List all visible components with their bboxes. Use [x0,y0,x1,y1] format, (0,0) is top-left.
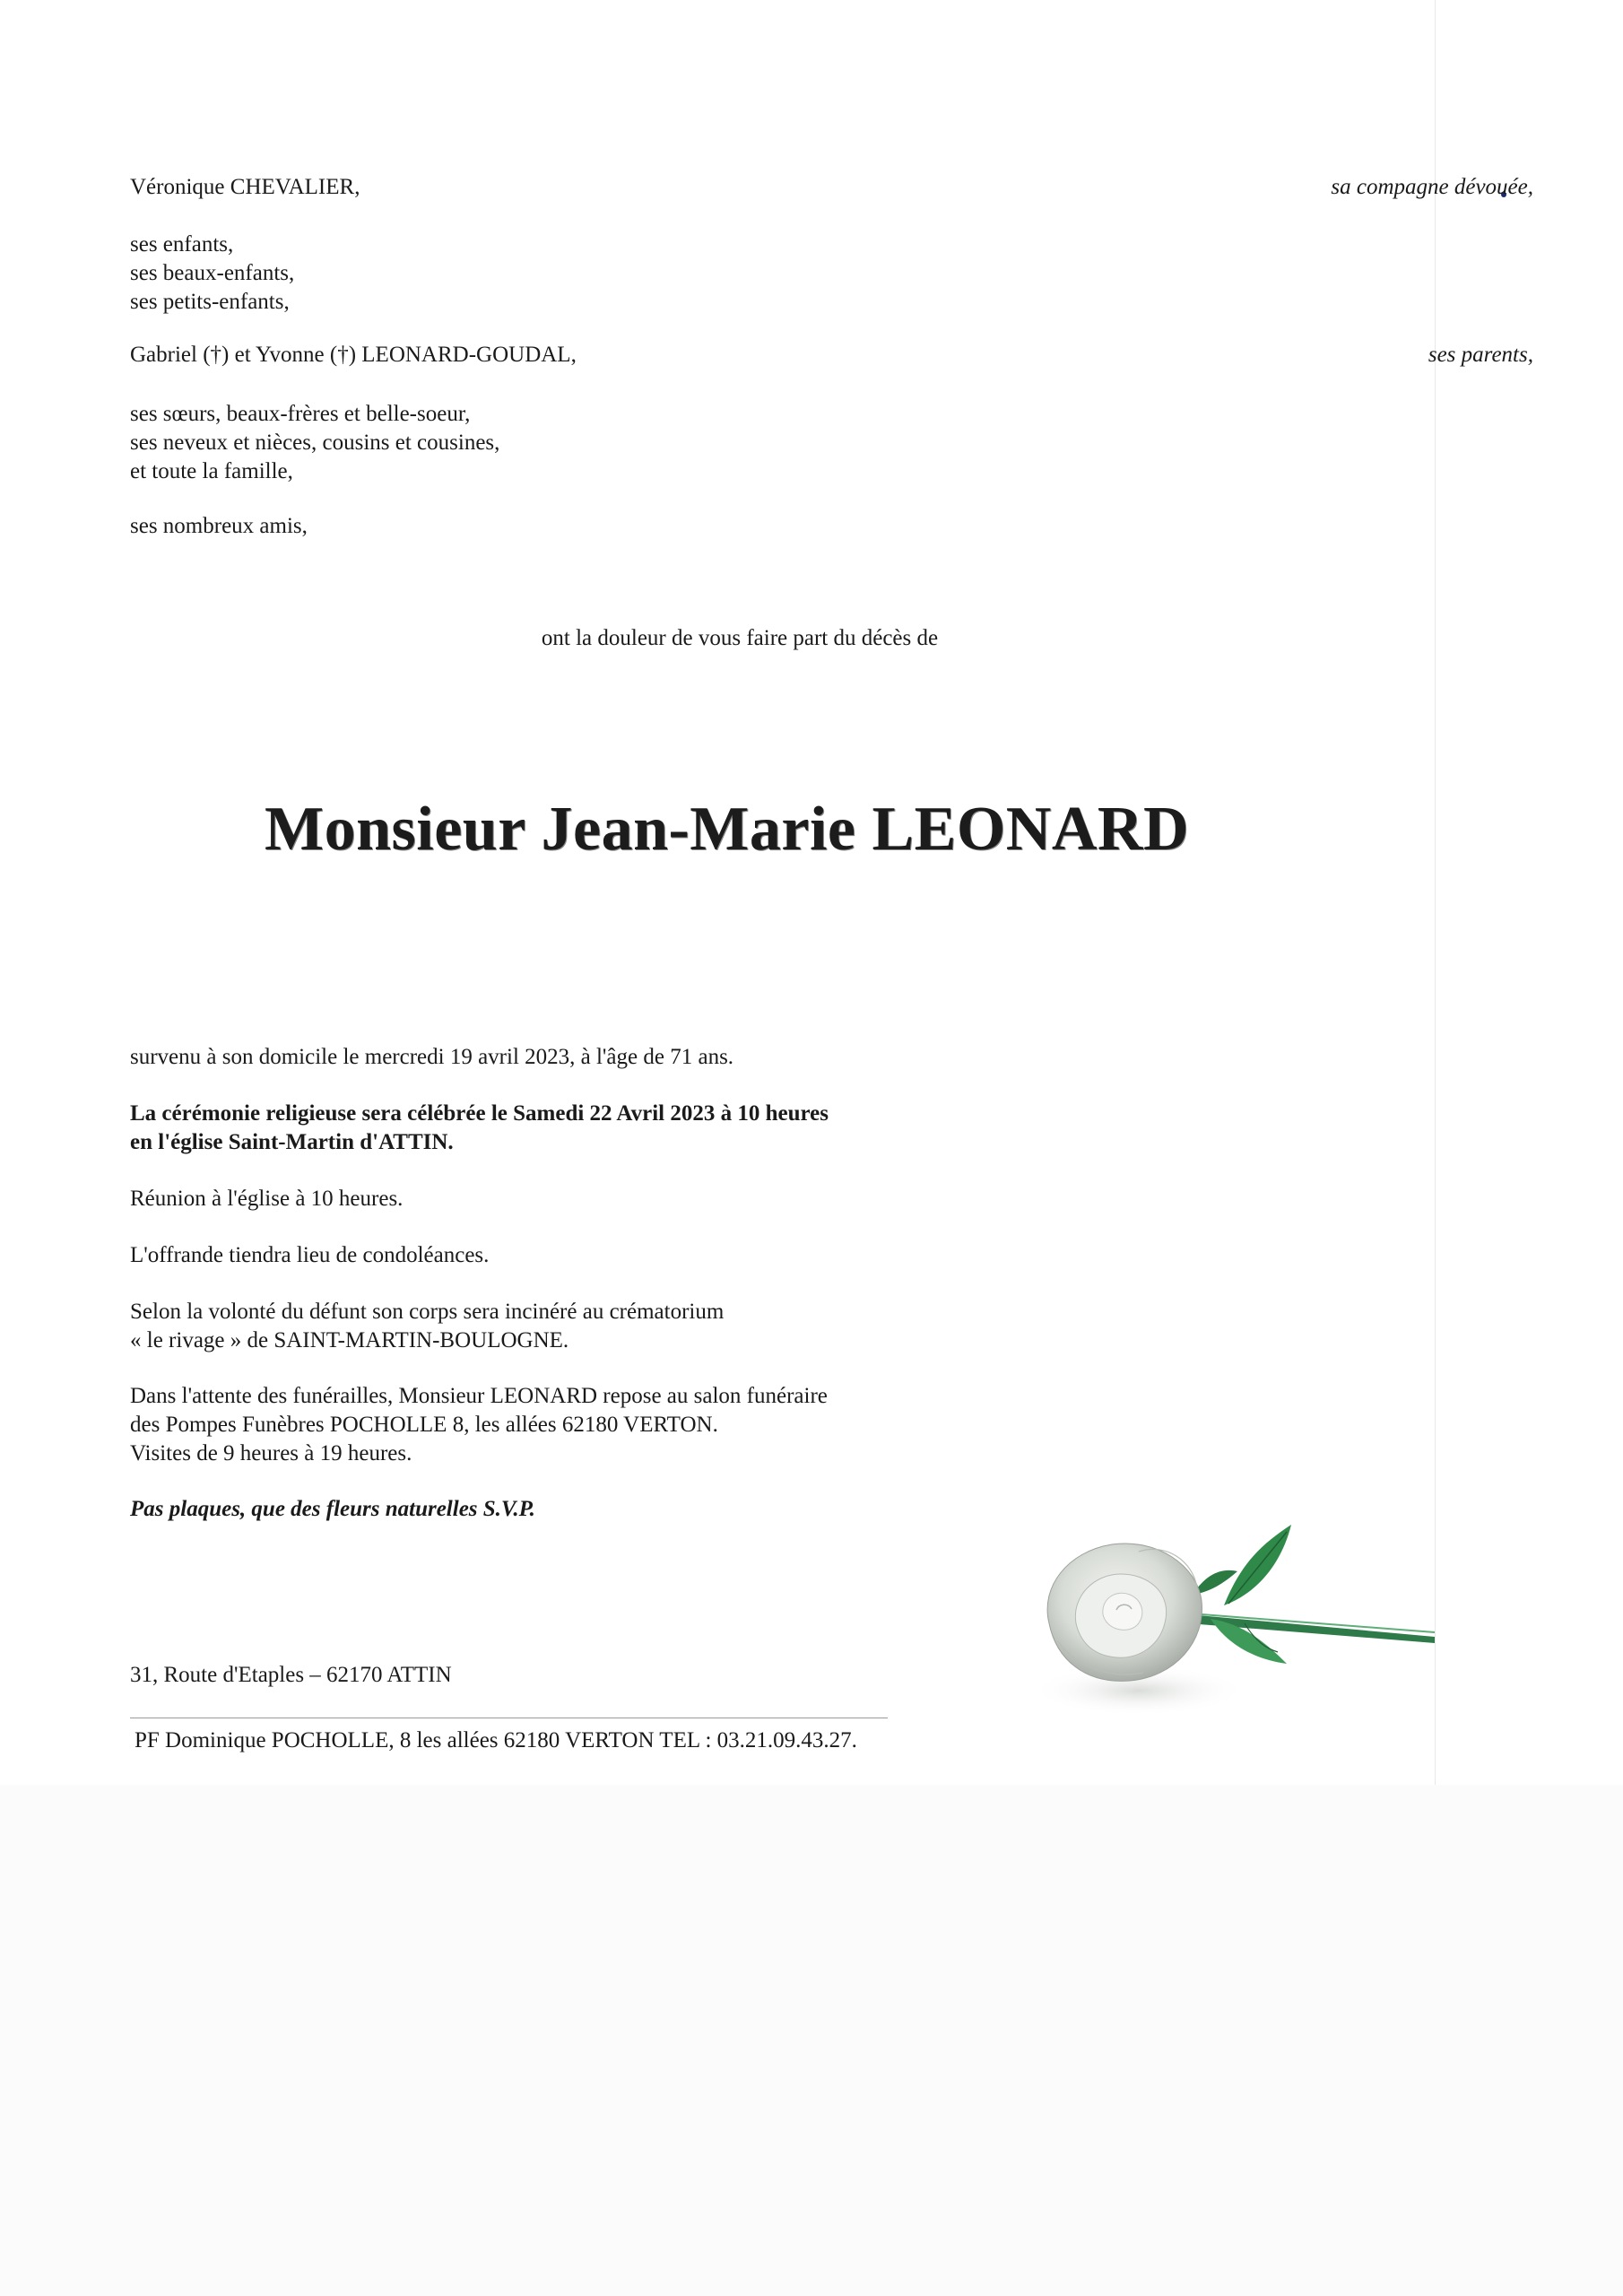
partner-role: sa compagne dévouée, [1331,175,1533,199]
ceremony-details [130,1100,1533,1157]
family-relatives [130,400,1533,486]
scan-margin [0,1785,1623,2296]
viewing-line: Dans l'attente des funérailles, Monsieur LEONARD repose au salon funéraire [130,1384,828,1408]
meeting-details [130,1185,1533,1213]
family-partner-row [130,173,1533,202]
family-line: ses nombreux amis, [130,514,308,538]
family-children [130,230,1533,317]
deceased-name: Monsieur Jean-Marie LEONARD [265,795,1189,864]
flowers-line: Pas plaques, que des fleurs naturelles S.V.P. [130,1497,535,1521]
offering-details [130,1241,1533,1270]
cremation-line: Selon la volonté du défunt son corps sera incinéré au crématorium [130,1300,725,1324]
meeting-line: Réunion à l'église à 10 heures. [130,1187,404,1211]
parents-role: ses parents, [1428,343,1533,367]
offering-line: L'offrande tiendra lieu de condoléances. [130,1243,490,1267]
family-line: ses sœurs, beaux-frères et belle-soeur, [130,402,471,426]
cremation-details [130,1298,1533,1355]
funeral-home-contact: PF Dominique POCHOLLE, 8 les allées 62180 VERTON TEL : 03.21.09.43.27. [135,1728,857,1752]
announcement-line: ont la douleur de vous faire part du décès de [541,626,939,650]
viewing-line: des Pompes Funèbres POCHOLLE 8, les allées 62180 VERTON. [130,1413,718,1437]
death-details [130,1043,1533,1072]
cremation-line: « le rivage » de SAINT-MARTIN-BOULOGNE. [130,1328,569,1352]
address-line: 31, Route d'Etaples – 62170 ATTIN [130,1663,452,1687]
partner-name: Véronique CHEVALIER, [130,175,360,199]
parents-name: Gabriel (†) et Yvonne (†) LEONARD-GOUDAL, [130,343,577,367]
family-line: et toute la famille, [130,459,293,483]
white-rose-icon [1031,1489,1435,1722]
ceremony-line: en l'église Saint-Martin d'ATTIN. [130,1130,454,1154]
family-line: ses beaux-enfants, [130,261,295,285]
family-parents-row [130,341,1533,370]
ceremony-line: La cérémonie religieuse sera célébrée le Samedi 22 Avril 2023 à 10 heures [130,1101,829,1126]
family-friends [130,512,1533,541]
family-line: ses enfants, [130,232,234,257]
viewing-details [130,1382,1533,1468]
family-line: ses neveux et nièces, cousins et cousines, [130,430,500,455]
death-line: survenu à son domicile le mercredi 19 avril 2023, à l'âge de 71 ans. [130,1045,734,1069]
family-line: ses petits-enfants, [130,290,290,314]
viewing-line: Visites de 9 heures à 19 heures. [130,1441,412,1465]
